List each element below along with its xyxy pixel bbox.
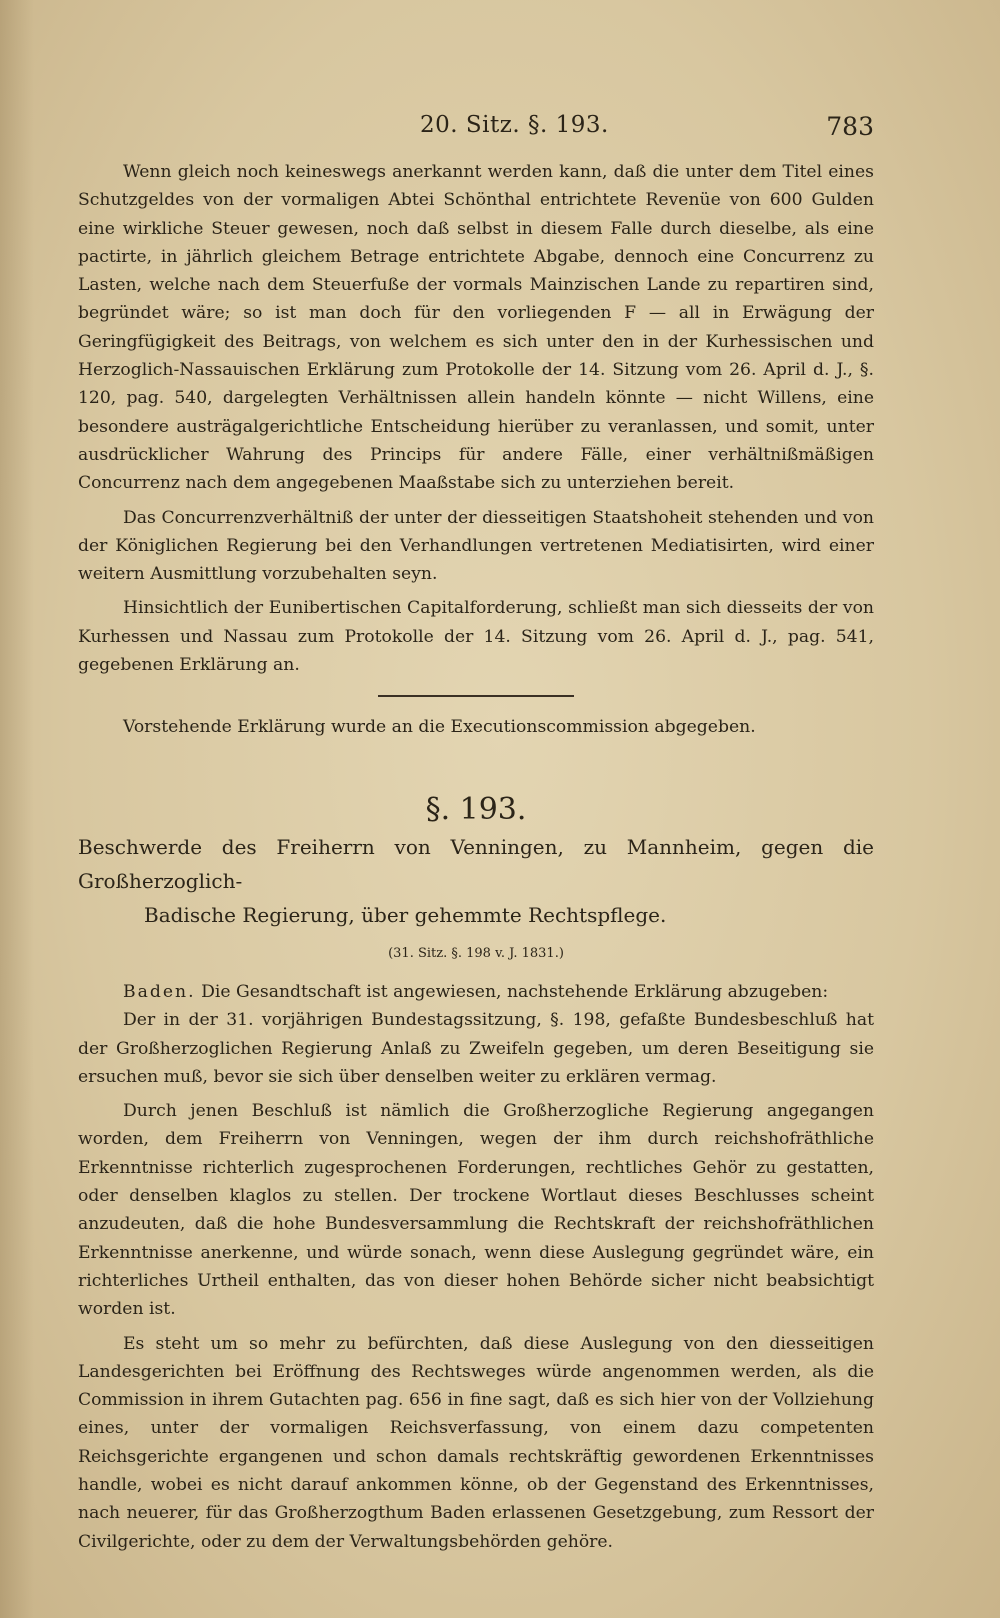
section-divider xyxy=(378,695,574,697)
paragraph: Durch jenen Beschluß ist nämlich die Großherzogliche Regierung angegangen worden, dem Freiherrn von Venningen, wegen der ihm durch reichshofräthliche Erkenntnisse richterlich zugesprochenen Forderungen, rechtliches Gehör zu gestatten, oder denselben klaglos zu stellen. Der trockene Wortlaut dieses Beschlusses scheint anzudeuten, daß die hohe Bundesversammlung die Rechtskraft der reichshofräthlichen Erkenntnisse anerkenne, und würde sonach, wenn diese Auslegung gegründet wäre, ein richterliches Urtheil enthalten, das von dieser hohen Behörde sicher nicht beabsichtigt worden ist. xyxy=(78,1101,874,1320)
lead-word: Baden. xyxy=(123,981,196,1002)
section-title-line-2: Badische Regierung, über gehemmte Rechtspflege. xyxy=(144,902,667,927)
section-reference: (31. Sitz. §. 198 v. J. 1831.) xyxy=(388,945,564,961)
closing-note: Vorstehende Erklärung wurde an die Executionscommission abgegeben. xyxy=(123,717,756,738)
page-number: 783 xyxy=(826,112,874,141)
lead-paragraph xyxy=(78,978,874,1006)
page-body xyxy=(78,158,874,1556)
paragraph: Hinsichtlich der Eunibertischen Capitalforderung, schließt man sich diesseits der von Kurhessen und Nassau zum Protokolle der 14. Sitzung vom 26. April d. J., pag. 541, gegebenen Erklärung an. xyxy=(78,598,874,676)
paragraph: Wenn gleich noch keineswegs anerkannt werden kann, daß die unter dem Titel eines Schutzgeldes von der vormaligen Abtei Schönthal entrichtete Revenüe von 600 Gulden eine wirkliche Steuer gewesen, noch daß selbst in diesem Falle durch dieselbe, als eine pactirte, in jährlich gleichem Betrage entrichtete Abgabe, dennoch eine Concurrenz zu Lasten, welche nach dem Steuerfuße der vormals Mainzischen Lande zu repartiren sind, begründet wäre; so ist man doch für den vorliegenden F — all in Erwägung der Geringfügigkeit des Beitrags, von welchem es sich unter den in der Kurhessischen und Herzoglich-Nassauischen Erklärung zum Protokolle der 14. Sitzung vom 26. April d. J., §. 120, pag. 540, dargelegten Verhältnissen allein handeln könnte — nicht Willens, eine besondere austrägalgerichtliche Entscheidung hierüber zu veranlassen, und somit, unter ausdrücklicher Wahrung des Princips für andere Fälle, einer verhältnißmäßigen Concurrenz nach dem angegebenen Maaßstabe sich zu unterziehen bereit. xyxy=(78,162,874,494)
page-edge-shadow xyxy=(0,0,34,1618)
paragraph: Der in der 31. vorjährigen Bundestagssitzung, §. 198, gefaßte Bundesbeschluß hat der Großherzoglichen Regierung Anlaß zu Zweifeln gegeben, um deren Beseitigung sie ersuchen muß, bevor sie sich über denselben weiter zu erklären vermag. xyxy=(78,1010,874,1087)
section-title xyxy=(78,830,874,932)
paragraph: Das Concurrenzverhältniß der unter der diesseitigen Staatshoheit stehenden und von der Königlichen Regierung bei den Verhandlungen vertretenen Mediatisirten, wird einer weitern Ausmittlung vorzubehalten seyn. xyxy=(78,507,874,585)
page-header xyxy=(0,112,1000,148)
section-title-line-1: Beschwerde des Freiherrn von Venningen, zu Mannheim, gegen die Großherzoglich- xyxy=(78,834,874,893)
running-title: 20. Sitz. §. 193. xyxy=(420,112,609,138)
paragraph: Es steht um so mehr zu befürchten, daß diese Auslegung von den diesseitigen Landesgerichten bei Eröffnung des Rechtsweges würde angenommen werden, als die Commission in ihrem Gutachten pag. 656 in fine sagt, daß es sich hier von der Vollziehung eines, unter der vormaligen Reichsverfassung, von einem dazu competenten Reichsgerichte ergangenen und schon damals rechtskräftig gewordenen Erkenntnisses handle, wobei es nicht darauf ankommen könne, ob der Gegenstand des Erkenntnisses, nach neuerer, für das Großherzogthum Baden erlassenen Gesetzgebung, zum Ressort der Civilgerichte, oder zu dem der Verwaltungsbehörden gehöre. xyxy=(78,1333,874,1552)
lead-text: Die Gesandtschaft ist angewiesen, nachstehende Erklärung abzugeben: xyxy=(201,981,829,1002)
section-number: §. 193. xyxy=(425,791,527,827)
